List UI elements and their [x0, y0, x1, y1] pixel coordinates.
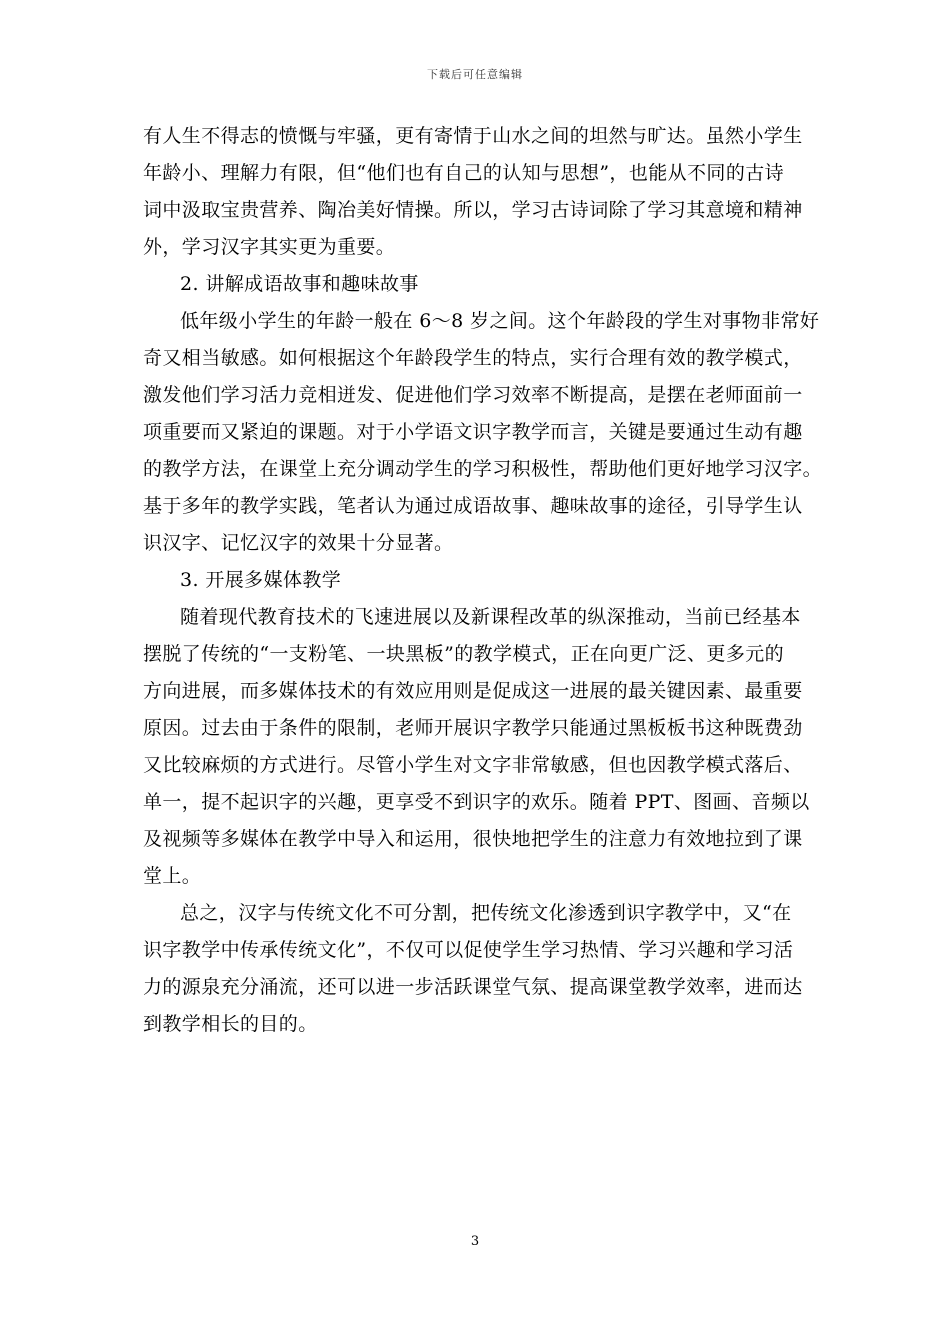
text-line: 单一，提不起识字的兴趣，更享受不到识字的欢乐。随着 PPT、图画、音频以: [143, 791, 810, 813]
text-line: 年龄小、理解力有限，但“他们也有自己的认知与思想”，也能从不同的古诗: [143, 162, 785, 184]
page-number: 3: [470, 1234, 480, 1249]
section-heading-2: 2. 讲解成语故事和趣味故事: [180, 273, 419, 295]
text-line: 的教学方法，在课堂上充分调动学生的学习积极性，帮助他们更好地学习汉字。: [143, 458, 823, 480]
text-line: 词中汲取宝贵营养、陶冶美好情操。所以，学习古诗词除了学习其意境和精神: [143, 199, 803, 221]
paragraph-3: [143, 599, 809, 895]
text-line: 识字教学中传承传统文化”，不仅可以促使学生学习热情、学习兴趣和学习活: [143, 939, 794, 961]
text-line: 低年级小学生的年龄一般在 6～8 岁之间。这个年龄段的学生对事物非常好: [180, 310, 820, 332]
text-line: 总之，汉字与传统文化不可分割，把传统文化渗透到识字教学中，又“在: [180, 902, 792, 924]
text-line: 有人生不得志的愤慨与牢骚，更有寄情于山水之间的坦然与旷达。虽然小学生: [143, 125, 803, 147]
page-header: 下载后可任意编辑: [427, 68, 523, 81]
section-heading-3: 3. 开展多媒体教学: [180, 569, 342, 591]
text-line: 方向进展，而多媒体技术的有效应用则是促成这一进展的最关键因素、最重要: [143, 680, 803, 702]
text-line: 随着现代教育技术的飞速进展以及新课程改革的纵深推动，当前已经基本: [180, 606, 801, 628]
paragraph-4: [143, 895, 809, 1043]
text-line: 原因。过去由于条件的限制，老师开展识字教学只能通过黑板板书这种既费劲: [143, 717, 803, 739]
text-line: 奇又相当敏感。如何根据这个年龄段学生的特点，实行合理有效的教学模式，: [143, 347, 803, 369]
text-line: 到教学相长的目的。: [143, 1013, 318, 1035]
text-line: 激发他们学习活力竞相迸发、促进他们学习效率不断提高，是摆在老师面前一: [143, 384, 803, 406]
document-body: [143, 118, 823, 1043]
text-line: 又比较麻烦的方式进行。尽管小学生对文字非常敏感，但也因教学模式落后、: [143, 754, 803, 776]
text-line: 项重要而又紧迫的课题。对于小学语文识字教学而言，关键是要通过生动有趣: [143, 421, 803, 443]
text-line: 基于多年的教学实践，笔者认为通过成语故事、趣味故事的途径，引导学生认: [143, 495, 803, 517]
paragraph-2: [143, 303, 823, 562]
text-line: 识汉字、记忆汉字的效果十分显著。: [143, 532, 454, 554]
text-line: 力的源泉充分涌流，还可以进一步活跃课堂气氛、提高课堂教学效率，进而达: [143, 976, 803, 998]
text-line: 及视频等多媒体在教学中导入和运用，很快地把学生的注意力有效地拉到了课: [143, 828, 803, 850]
text-line: 堂上。: [143, 865, 202, 887]
text-line: 外，学习汉字其实更为重要。: [143, 236, 396, 258]
text-line: 摆脱了传统的“一支粉笔、一块黑板”的教学模式，正在向更广泛、更多元的: [143, 643, 785, 665]
paragraph-1: [143, 118, 809, 266]
